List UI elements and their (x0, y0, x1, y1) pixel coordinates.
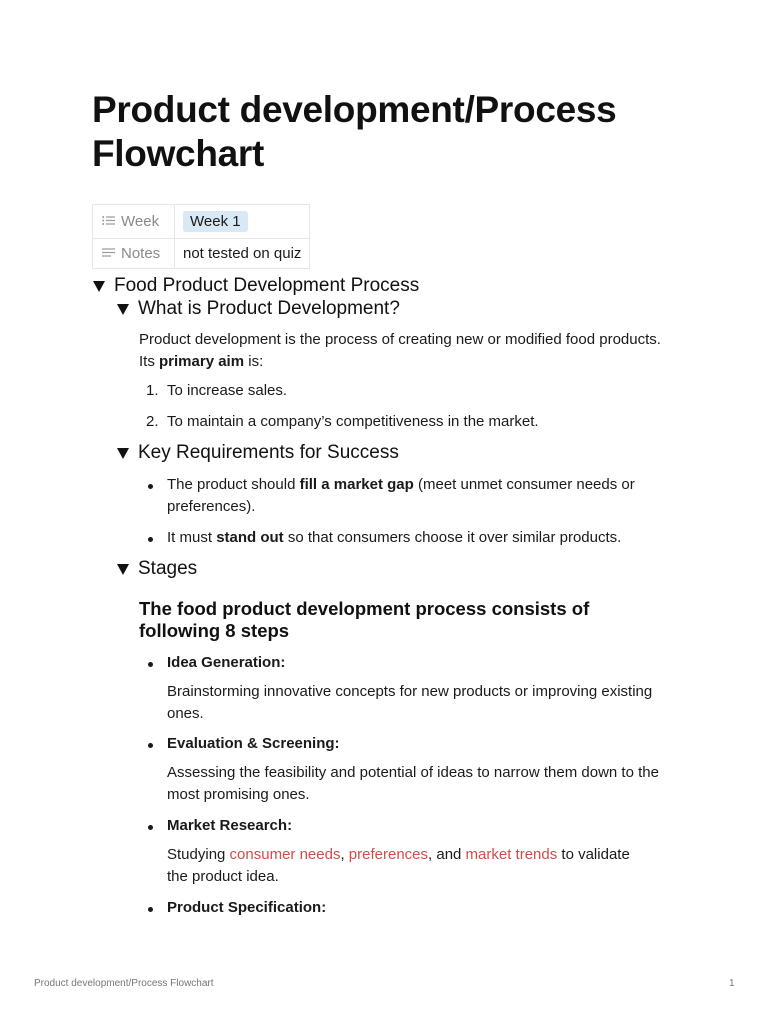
toggle-triangle-icon[interactable] (93, 281, 105, 292)
toggle-key-requirements[interactable] (117, 442, 399, 464)
bullet-icon (148, 743, 153, 748)
stage-title: Product Specification: (167, 899, 327, 916)
toggle-what-is-product-development[interactable] (117, 298, 400, 320)
page-title: Product development/Process Flowchart (92, 89, 617, 174)
bullet-suffix: so that consumers choose it over similar products. (283, 529, 622, 546)
bullet-icon (148, 825, 153, 830)
toggle-label: Stages (138, 558, 198, 579)
stage-text: to validate the product idea. (167, 846, 630, 885)
bullet-text: The product should (167, 476, 300, 493)
list-item (167, 474, 672, 518)
property-row-notes (93, 239, 310, 269)
stage-description: Brainstorming innovative concepts for new products or improving existing ones. (167, 683, 653, 722)
page-number: 1 (729, 978, 735, 989)
property-label-notes: Notes (121, 244, 161, 262)
what-intro-paragraph (139, 329, 669, 373)
bullet-bold: fill a market gap (299, 476, 414, 493)
intro-suffix: is: (244, 353, 264, 370)
stages-heading: The food product development process consists of following 8 steps (139, 598, 590, 641)
stage-text: Studying (167, 846, 230, 863)
list-number: 2. (146, 413, 159, 430)
toggle-label: Food Product Development Process (114, 275, 420, 296)
stage-description: Assessing the feasibility and potential of ideas to narrow them down to the most promising ones. (167, 764, 659, 803)
bullet-icon (148, 484, 153, 489)
property-value-week[interactable] (175, 205, 310, 239)
bullet-text: It must (167, 529, 217, 546)
bullet-icon (148, 662, 153, 667)
stage-title: Evaluation & Screening: (167, 735, 340, 752)
week-tag[interactable]: Week 1 (183, 211, 248, 232)
list-icon (102, 213, 115, 230)
bullet-suffix: (meet unmet consumer needs or preferences). (167, 476, 635, 515)
list-item: To maintain a company’s competitiveness in the market. (167, 413, 539, 430)
property-key-notes (93, 239, 175, 269)
properties-table (92, 204, 310, 269)
toggle-label: What is Product Development? (138, 298, 400, 319)
toggle-triangle-icon[interactable] (117, 304, 129, 315)
toggle-label: Key Requirements for Success (138, 442, 399, 463)
footer-title: Product development/Process Flowchart (34, 978, 214, 989)
bullet-icon (148, 907, 153, 912)
intro-text: Product development is the process of creating new or modified food products. Its (139, 331, 661, 370)
bullet-icon (148, 537, 153, 542)
highlight-text: market trends (465, 846, 558, 863)
list-number: 1. (146, 382, 159, 399)
text-lines-icon (102, 245, 115, 262)
toggle-stages[interactable] (117, 558, 197, 580)
stage-description (167, 844, 647, 888)
highlight-text: consumer needs (229, 846, 341, 863)
intro-bold: primary aim (159, 353, 245, 370)
property-row-week (93, 205, 310, 239)
property-value-notes[interactable]: not tested on quiz (175, 239, 310, 269)
highlight-text: preferences (348, 846, 429, 863)
list-item (167, 527, 707, 549)
stage-title: Idea Generation: (167, 654, 286, 671)
property-label-week: Week (121, 212, 160, 230)
stage-title: Market Research: (167, 817, 293, 834)
stage-text: , (340, 846, 349, 863)
stage-text: , and (428, 846, 466, 863)
toggle-food-product-development[interactable] (93, 275, 419, 297)
bullet-bold: stand out (216, 529, 284, 546)
toggle-triangle-icon[interactable] (117, 564, 129, 575)
list-item: To increase sales. (167, 382, 288, 399)
toggle-triangle-icon[interactable] (117, 448, 129, 459)
property-key-week (93, 205, 175, 239)
